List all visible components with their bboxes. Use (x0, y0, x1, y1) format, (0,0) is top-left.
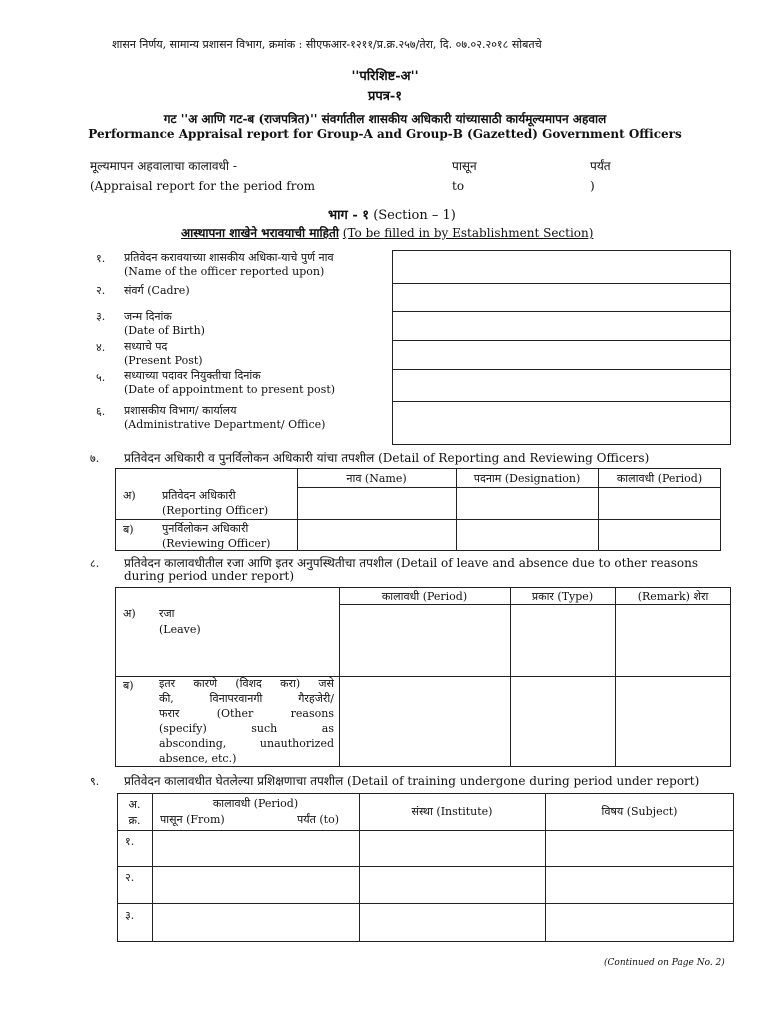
training-period-cell[interactable] (153, 831, 358, 865)
row-number: ३. (125, 909, 135, 922)
item8-heading-line1: प्रतिवेदन कालावधीतील रजा आणि इतर अनुपस्थितीचा तपशील (Detail of leave and absence due to other reasons (124, 556, 699, 570)
column-designation: पदनाम (Designation) (473, 472, 581, 485)
other-reasons-line: इतर कारणे (विशद करा) जसे (159, 677, 334, 690)
field-label-mr: प्रतिवेदन करावयाच्या शासकीय अधिका-याचे पुर्ण नाव (124, 251, 334, 264)
appointment-date-field[interactable] (393, 370, 730, 400)
row-key: अ) (123, 489, 136, 502)
field-label-mr: सध्याच्या पदावर नियुक्तीचा दिनांक (124, 369, 261, 382)
field-number: ३. (96, 310, 106, 323)
field-label-en: (Administrative Department/ Office) (124, 418, 326, 431)
reporting-officer-period-cell[interactable] (599, 488, 720, 518)
column-name: नाव (Name) (346, 472, 407, 485)
section-sub-mr: आस्थापना शाखेने भरावयाची माहिती (181, 226, 339, 240)
row-number: २. (125, 871, 135, 884)
leave-remark-cell[interactable] (616, 605, 730, 675)
field-label-mr: संवर्ग (Cadre) (124, 284, 190, 297)
officer-name-field[interactable] (393, 251, 730, 282)
item8-heading-line2: during period under report) (124, 569, 295, 583)
appendix-title: ''परिशिष्ट-अ'' (351, 69, 419, 84)
column-serial-line2: क्र. (128, 814, 141, 827)
other-reasons-line: absence, etc.) (159, 752, 237, 765)
leave-type-cell[interactable] (511, 605, 614, 675)
section-sub-en: (To be filled in by Establishment Section) (342, 226, 594, 240)
item-number: ९. (90, 775, 100, 788)
administrative-department-field[interactable] (393, 402, 730, 444)
continued-note: (Continued on Page No. 2) (604, 958, 725, 968)
period-to-mr: पर्यंत (590, 159, 611, 173)
period-label-en: (Appraisal report for the period from (90, 179, 316, 193)
reviewing-officer-name-cell[interactable] (298, 520, 455, 550)
title-english: Performance Appraisal report for Group-A and Group-B (Gazetted) Government Officers (88, 127, 682, 141)
present-post-field[interactable] (393, 341, 730, 368)
training-institute-cell[interactable] (360, 831, 544, 865)
field-label-en: (Name of the officer reported upon) (124, 265, 325, 278)
field-number: ५. (96, 371, 106, 384)
leave-label-mr: रजा (159, 607, 175, 620)
reporting-officer-en: (Reporting Officer) (162, 504, 269, 517)
field-number: ४. (96, 341, 106, 354)
field-label-mr: सध्याचे पद (124, 340, 168, 353)
row-key: ब) (123, 679, 134, 692)
column-type: प्रकार (Type) (531, 590, 594, 603)
row-number: १. (125, 835, 135, 848)
period-close: ) (590, 179, 595, 193)
field-number: १. (96, 252, 106, 265)
other-remark-cell[interactable] (616, 677, 730, 766)
training-subject-cell[interactable] (546, 831, 733, 865)
column-subject: विषय (Subject) (601, 805, 678, 818)
item-number: ८. (90, 557, 100, 570)
field-number: २. (96, 284, 106, 297)
training-subject-cell[interactable] (546, 867, 733, 902)
column-period: कालावधी (Period) (381, 590, 468, 603)
reviewing-officer-mr: पुनर्विलोकन अधिकारी (162, 522, 249, 535)
other-reasons-line: (specify) such as (159, 722, 334, 735)
column-to: पर्यंत (to) (297, 813, 340, 826)
training-institute-cell[interactable] (360, 904, 544, 941)
title-marathi: गट ''अ आणि गट-ब (राजपत्रित)'' संवर्गातील शासकीय अधिकारी यांच्यासाठी कार्यमूल्यमापन अहवाल (163, 112, 607, 126)
other-reasons-line: फरार (Other reasons (159, 707, 334, 720)
field-label-mr: जन्म दिनांक (124, 310, 172, 323)
row-key: ब) (123, 523, 134, 536)
section-heading-mr: भाग - १ (328, 208, 370, 223)
period-from-en: to (452, 179, 465, 193)
field-label-en: (Date of Birth) (124, 324, 205, 337)
reporting-officer-designation-cell[interactable] (457, 488, 597, 518)
other-type-cell[interactable] (511, 677, 614, 766)
training-period-cell[interactable] (153, 904, 358, 941)
column-period: कालावधी (Period) (616, 472, 703, 485)
field-label-mr: प्रशासकीय विभाग/ कार्यालय (124, 404, 237, 417)
reporting-officer-name-cell[interactable] (298, 488, 455, 518)
reference-line: शासन निर्णय, सामान्य प्रशासन विभाग, क्रमांक : सीएफआर-१२११/प्र.क्र.२५७/तेरा, दि. ०७.०२.२०१८ सोबतचे (112, 38, 542, 51)
other-reasons-label (159, 676, 334, 766)
training-subject-cell[interactable] (546, 904, 733, 941)
field-label-en: (Present Post) (124, 354, 203, 367)
item9-heading: प्रतिवेदन कालावधीत घेतलेल्या प्रशिक्षणाचा तपशील (Detail of training undergone during period under report) (124, 774, 700, 788)
training-institute-cell[interactable] (360, 867, 544, 902)
reviewing-officer-en: (Reviewing Officer) (162, 537, 271, 550)
section-heading (328, 205, 456, 223)
column-period: कालावधी (Period) (212, 797, 299, 810)
other-period-cell[interactable] (340, 677, 509, 766)
cadre-field[interactable] (393, 284, 730, 310)
reviewing-officer-period-cell[interactable] (599, 520, 720, 550)
leave-label-en: (Leave) (159, 623, 201, 636)
period-label-mr: मूल्यमापन अहवालाचा कालावधी - (90, 159, 237, 173)
reviewing-officer-designation-cell[interactable] (457, 520, 597, 550)
field-number: ६. (96, 405, 106, 418)
date-of-birth-field[interactable] (393, 312, 730, 339)
field-label-en: (Date of appointment to present post) (124, 383, 336, 396)
reporting-officer-mr: प्रतिवेदन अधिकारी (162, 489, 236, 502)
section-heading-en: (Section – 1) (373, 208, 456, 223)
other-reasons-line: absconding, unauthorized (159, 737, 334, 750)
section-subheading (181, 224, 593, 241)
column-serial-line1: अ. (128, 798, 141, 811)
item-number: ७. (90, 452, 100, 465)
item7-heading: प्रतिवेदन अधिकारी व पुनर्विलोकन अधिकारी यांचा तपशील (Detail of Reporting and Reviewing Officers) (124, 451, 650, 465)
row-key: अ) (123, 607, 136, 620)
period-from-mr: पासून (452, 159, 477, 173)
column-institute: संस्था (Institute) (411, 805, 493, 818)
training-period-cell[interactable] (153, 867, 358, 902)
leave-period-cell[interactable] (340, 605, 509, 675)
column-from: पासून (From) (160, 813, 225, 826)
form-number: प्रपत्र-१ (367, 89, 403, 104)
other-reasons-line: की, विनापरवानगी गैरहजेरी/ (159, 692, 334, 705)
column-remark: (Remark) शेरा (637, 590, 709, 603)
